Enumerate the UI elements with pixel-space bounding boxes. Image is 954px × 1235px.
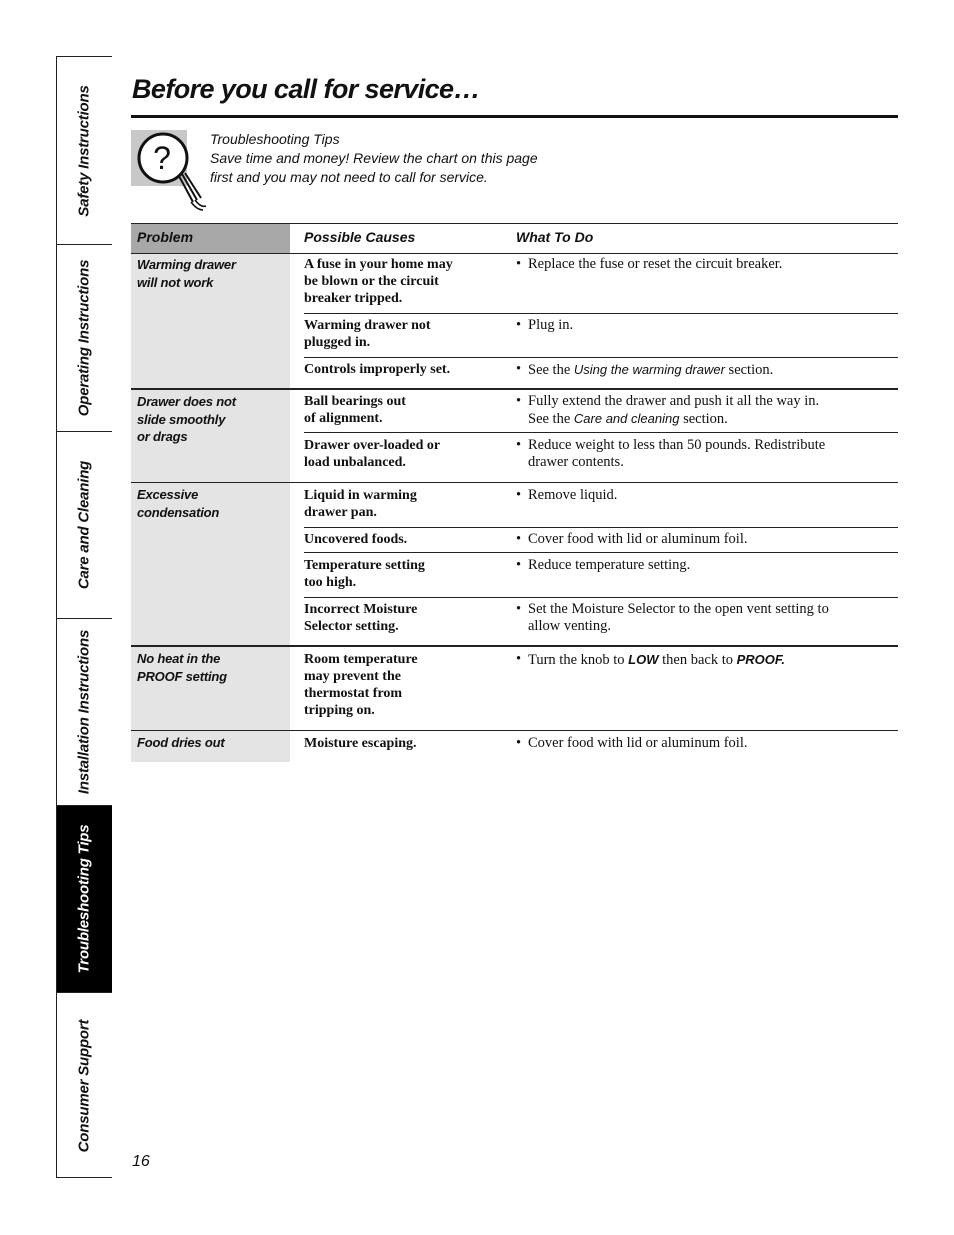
section-reference: Using the warming drawer (573, 362, 725, 377)
section-tabs (56, 56, 112, 1178)
row-divider (131, 730, 898, 731)
todo-text (516, 361, 896, 379)
problem-label (137, 393, 236, 446)
todo-line: Set the Moisture Selector to the open vent setting to (528, 601, 829, 617)
cause-line: Moisture escaping. (304, 736, 417, 751)
tab-label: Installation Instructions (75, 629, 93, 795)
problem-line: or drags (137, 429, 188, 444)
todo-line: Reduce weight to less than 50 pounds. Redistribute (528, 437, 826, 453)
problem-line: No heat in the (137, 651, 221, 666)
problem-line: will not work (137, 274, 214, 290)
todo-fragment: See the (528, 362, 574, 378)
todo-fragment: then back to (658, 652, 737, 668)
cause-text (304, 256, 504, 307)
cause-line: Warming drawer not (304, 318, 431, 333)
bullet: • (516, 317, 522, 333)
todo-fragment: section. (724, 362, 774, 378)
cause-text (304, 393, 504, 427)
todo-line: Replace the fuse or reset the circuit breaker. (528, 256, 783, 272)
tab-label: Safety Instructions (75, 84, 93, 217)
tab-label: Care and Cleaning (75, 460, 93, 590)
tips-line: first and you may not need to call for service. (210, 169, 488, 185)
todo-text (516, 317, 896, 334)
tab-operating-instructions[interactable] (57, 245, 112, 432)
row-divider (304, 432, 898, 433)
cause-line: tripping on. (304, 703, 375, 718)
todo-line: drawer contents. (528, 454, 624, 470)
cause-text (304, 531, 504, 548)
todo-line: Fully extend the drawer and push it all the way in. (528, 393, 820, 409)
todo-text (516, 651, 896, 669)
todo-text (516, 557, 896, 574)
cause-text (304, 601, 504, 635)
tab-safety-instructions[interactable] (57, 57, 112, 245)
tips-heading: Troubleshooting Tips (210, 131, 340, 147)
todo-fragment: See the (528, 411, 574, 427)
problem-line: Food dries out (137, 735, 225, 750)
svg-text:?: ? (153, 140, 171, 176)
cause-text (304, 487, 504, 521)
page-number: 16 (132, 1153, 150, 1170)
cause-text (304, 651, 504, 719)
cause-text (304, 437, 504, 471)
problem-label (137, 256, 236, 291)
section-reference: Care and cleaning (573, 411, 680, 426)
title-rule (131, 115, 898, 118)
bullet: • (516, 361, 522, 377)
bullet: • (516, 256, 522, 272)
row-divider (304, 552, 898, 553)
cause-line: Room temperature (304, 652, 418, 667)
cause-text (304, 735, 504, 752)
cause-line: Temperature setting (304, 558, 425, 573)
bullet: • (516, 601, 522, 617)
problem-line: condensation (137, 504, 220, 520)
problem-label (137, 650, 227, 685)
bullet: • (516, 651, 522, 667)
todo-line: Cover food with lid or aluminum foil. (528, 735, 748, 751)
problem-line: Warming drawer (137, 257, 236, 272)
todo-fragment: Turn the knob to (528, 652, 629, 668)
tab-label: Troubleshooting Tips (75, 824, 93, 974)
todo-line: Remove liquid. (528, 487, 618, 503)
header-problem: Problem (137, 229, 194, 245)
row-divider (131, 223, 898, 224)
row-divider (304, 313, 898, 314)
cause-line: Uncovered foods. (304, 532, 408, 547)
cause-line: Incorrect Moisture (304, 602, 418, 617)
bullet: • (516, 531, 522, 547)
todo-text (516, 256, 896, 273)
bullet: • (516, 393, 522, 409)
tab-care-and-cleaning[interactable] (57, 432, 112, 619)
todo-text (516, 393, 896, 428)
todo-text (516, 531, 896, 548)
problem-label (137, 486, 219, 521)
tab-label: Consumer Support (75, 1019, 93, 1152)
row-divider (131, 388, 898, 390)
todo-line: Reduce temperature setting. (528, 557, 691, 573)
todo-text (516, 735, 896, 752)
problem-line: Excessive (137, 487, 199, 502)
setting-proof: PROOF. (736, 652, 786, 667)
cause-line: of alignment. (304, 411, 383, 426)
cause-text (304, 557, 504, 591)
row-divider (304, 597, 898, 598)
setting-low: LOW (628, 652, 659, 667)
todo-fragment: section. (679, 411, 728, 427)
cause-line: thermostat from (304, 686, 403, 701)
cause-line: breaker tripped. (304, 291, 403, 306)
todo-line: Cover food with lid or aluminum foil. (528, 531, 748, 547)
todo-line: Plug in. (528, 317, 574, 333)
todo-text (516, 601, 896, 635)
todo-line (528, 410, 896, 428)
header-possible-causes: Possible Causes (304, 229, 416, 245)
question-mark-magnifier-icon (131, 128, 211, 214)
cause-line: Liquid in warming (304, 488, 417, 503)
cause-line: drawer pan. (304, 505, 377, 520)
cause-line: too high. (304, 575, 357, 590)
cause-line: Ball bearings out (304, 394, 406, 409)
bullet: • (516, 735, 522, 751)
bullet: • (516, 557, 522, 573)
todo-line (528, 361, 896, 379)
tab-installation-instructions[interactable] (57, 619, 112, 806)
troubleshooting-table (131, 223, 898, 763)
row-divider (304, 357, 898, 358)
header-what-to-do: What To Do (516, 229, 594, 245)
tab-troubleshooting-tips[interactable] (57, 806, 112, 993)
row-divider (304, 527, 898, 528)
cause-line: Drawer over-loaded or (304, 438, 441, 453)
todo-line (528, 651, 896, 669)
cause-line: A fuse in your home may (304, 257, 453, 272)
todo-line: allow venting. (528, 618, 611, 634)
cause-line: may prevent the (304, 669, 401, 684)
row-divider (131, 645, 898, 647)
bullet: • (516, 437, 522, 453)
tab-label: Operating Instructions (75, 259, 93, 417)
todo-text (516, 437, 896, 471)
tips-text (210, 130, 538, 187)
cause-text (304, 317, 504, 351)
problem-line: PROOF setting (137, 668, 227, 684)
cause-line: plugged in. (304, 335, 371, 350)
tab-consumer-support[interactable] (57, 993, 112, 1178)
bullet: • (516, 487, 522, 503)
cause-line: load unbalanced. (304, 455, 406, 470)
problem-line: Drawer does not (137, 394, 236, 409)
todo-text (516, 487, 896, 504)
cause-line: be blown or the circuit (304, 274, 439, 289)
tips-line: Save time and money! Review the chart on this page (210, 150, 538, 166)
cause-text (304, 361, 504, 378)
problem-label (137, 734, 224, 752)
problem-line: slide smoothly (137, 411, 226, 427)
row-divider (131, 253, 898, 254)
cause-line: Selector setting. (304, 619, 399, 634)
cause-line: Controls improperly set. (304, 362, 451, 377)
row-divider (131, 482, 898, 483)
page-title: Before you call for service… (132, 74, 480, 104)
